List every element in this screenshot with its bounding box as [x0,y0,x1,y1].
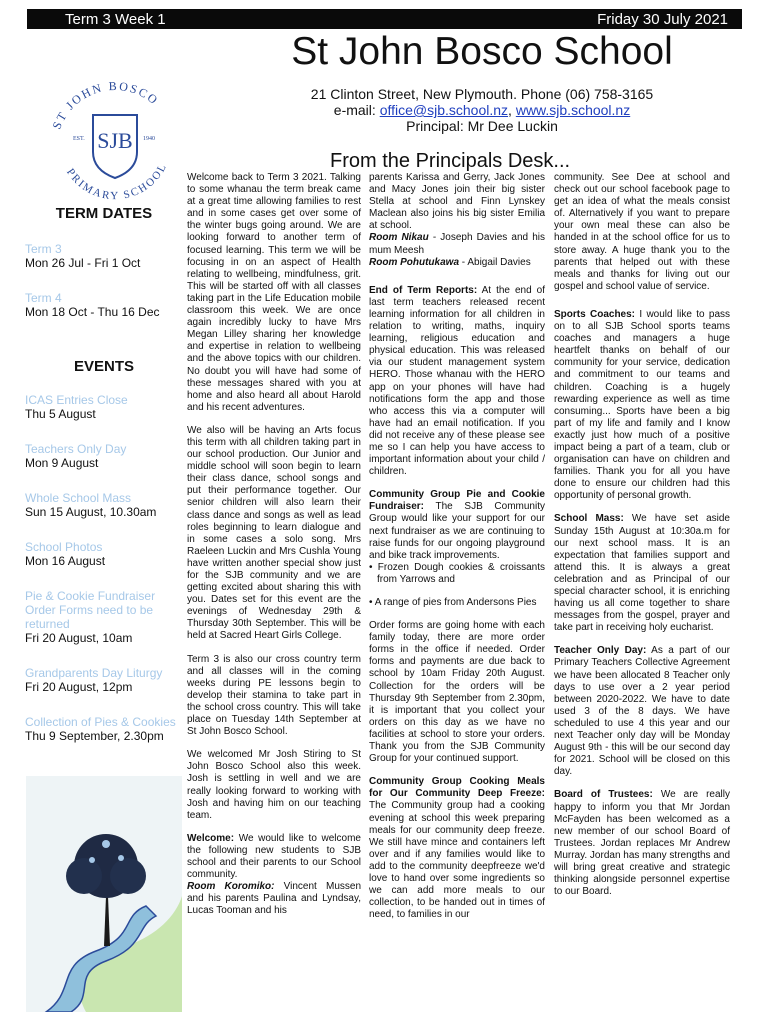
pohutukawa-label: Room Pohutukawa [369,256,460,268]
event-label: Pie & Cookie Fundraiser Order Forms need to be returned [25,589,156,631]
paragraph [554,309,730,503]
paragraph: Order forms are going home with each family today, there are more order forms in the office if needed. Order forms and payments are due back to school by 10am Friday 20th August. Collection for the orders will be Thursday 9th September from 2.30pm, it is important that you collect your orders on this day as we have no facilities at school to store your orders. Thank you from the SJB Community Group for your continued support. [369,620,545,765]
term-dates-heading: TERM DATES [55,205,153,222]
logo-year: 1940 [143,136,155,142]
tod-text: As a part of our Primary Teachers Collective Agreement we have been allocated 8 Teacher only days to use over a 2 year period between 2020-2022. We have to date used 3 of the 8 days. We have scheduled to use 4 this year and our next Teacher only day will be Monday August 9th - this will be our second day for 2021. School will be closed on this day. [554,645,730,778]
tree-canopy-right [110,858,146,894]
paragraph [369,776,545,921]
paragraph [369,489,545,562]
event-date: Thu 9 September, 2.30pm [25,729,164,743]
term-week: Term 3 Week 1 [65,10,166,28]
pie-text: The SJB Community Group would like your support for our next fundraiser as we are continuing to raise funds for our ongoing playground and bike track improvements. [369,501,545,561]
header-bar [27,9,742,29]
paragraph: We also will be having an Arts focus this term with all children taking part in our school production. Our Junior and middle school will soon begin to learn their class dance, school songs and put their performance together. Our senior children will also learn their class dance and songs as well as lead roles beginning to learn dialogue and in some cases a solo song. Mrs Raeleen Luckin and Mrs Cushla Young have written another special show just for the SJB community and we are getting excited about sharing this with you. Dates set for this event are the evenings of Wednesday 29th & Thursday 30th September. This will be held at Sacred Heart Girls College. [187,424,361,642]
star-icon [102,840,110,848]
paragraph-text: parents Karissa and Gerry, Jack Jones and Macy Jones join their big sister Stella at school and Finn Lynskey Maclean also joins his big sister Emilia at school. [369,172,545,232]
event-label: School Photos [25,540,103,554]
school-name: St John Bosco School [291,30,673,73]
logo-est: EST. [73,136,85,142]
column-1 [187,172,361,928]
event-date: Thu 5 August [25,407,96,421]
bullet-item: • Frozen Dough cookies & croissants from Yarrows and [369,561,545,585]
logo-bottom-text: PRIMARY SCHOOL [64,160,170,200]
bullet-item: • A range of pies from Andersons Pies [369,597,537,608]
eot-text: At the end of last term teachers released recent learning information for all children in relation to writing, maths, inquiry learning, religious education and physical education. This was released via our student management system HERO. Those whanau with the HERO app on your phones will have had notifications form the app and those who access this via a computer will have had an email notification. If you did not receive any of these please see me so I can help you have access to important information about your child / children. [369,284,546,478]
event-date: Fri 20 August, 10am [25,631,133,645]
paragraph: Term 3 is also our cross country term and all classes will in the coming weeks during PE lessons begin to develop their stamina to take part in the school cross country. This will take place on Tuesday 14th September at St John Bosco School. [187,653,361,738]
pohutukawa-text: - Abigail Davies [459,256,531,268]
pie-label: Community Group Pie and Cookie Fundraiser: [369,489,545,513]
events-heading: EVENTS [73,358,134,375]
nikau-label: Room Nikau [369,232,429,244]
principal-line: Principal: Mr Dee Luckin [406,118,558,134]
mass-text: We have set aside Sunday 15th August at 10:30a.m for our next school mass. It is an expectation that families support and attend this. It is always a great celebration and as Principal of our special character school, it is enriching having us all come together to share messages from the gospel, prayer and take part in receiving holy eucharist. [554,513,730,634]
event-label: ICAS Entries Close [25,393,128,407]
event-label: Grandparents Day Liturgy [25,666,163,680]
tree-canopy-left [66,858,102,894]
trustees-label: Board of Trustees: [554,789,653,801]
contact-block [222,86,742,134]
event-date: Sun 15 August, 10.30am [25,505,157,519]
coaches-text: I would like to pass on to all SJB School sports teams coaches and managers a huge heartfelt thanks on behalf of our community for your service, dedication and commitment to our teams and children. Coaching is a hugely rewarding experience as well as time consuming... Sports have been a big part of my life and family and I know exactly just how much of a positive impact being a part of a team, club or organisation can have on children and families. Thank you for all you have done to ensure our children had this opportunity of personal growth. [554,308,731,502]
cooking-text: The Community group had a cooking evening at school this week preparing meals for our community deep freeze. We still have mince and containers left over and if any families would like to add to the community deepfreeze we'd love to hand over some ingredients so we can add more meals to our collection, to be handed out in times of need, to families in our [369,800,545,921]
event-label: Teachers Only Day [25,442,127,456]
tod-label: Teacher Only Day: [554,645,647,657]
eot-label: End of Term Reports: [369,284,478,296]
star-icon [118,855,124,861]
email-link[interactable]: office@sjb.school.nz [379,102,509,118]
cooking-label: Community Group Cooking Meals for Our Community Deep Freeze: [369,776,545,800]
mass-label: School Mass: [554,513,624,525]
trustees-text: We are really happy to inform you that Mr Jordan McFayden has been welcomed as a new member of our school Board of Trustees. Jordan replaces Mr Andrew Murray. Jordan has many strengths and will bring great creative and strategic thinking alongside personnel expertise to our Board. [554,789,731,898]
term-label: Term 4 [25,291,62,305]
paragraph: We welcomed Mr Josh Stiring to St John Bosco School also this week. Josh is settling in well and we are really looking forward to working with Josh and having him on our teaching team. [187,749,361,821]
welcome-paragraph [187,833,361,918]
event-label: Whole School Mass [25,491,132,505]
event-date: Mon 16 August [25,554,106,568]
school-logo [35,60,195,200]
welcome-label: Welcome: [187,832,235,844]
paragraph [369,285,545,479]
event-label: Collection of Pies & Cookies [25,715,176,729]
term-label: Term 3 [25,242,62,256]
nikau-text: - Joseph Davies and his mum Meesh [369,232,545,256]
koromiko-label: Room Koromiko: [187,881,275,893]
logo-monogram: SJB [97,128,133,153]
column-2 [369,172,545,932]
koromiko-text: Vincent Mussen and his parents Paulina and Lyndsay, Lucas Tooman and his [187,881,362,917]
tree-illustration [26,776,182,1012]
paragraph: community. See Dee at school and check out our school facebook page to get an idea of what the meals consist of. Alternatively if you want to prepare your own meal these can also be handed in at the school office for us to store away. A huge thank you to the parents that helped out with these meals and thanks for living out our gospel and school value of service. [554,172,730,292]
paragraph [554,789,730,898]
coaches-label: Sports Coaches: [554,308,636,320]
website-link[interactable]: www.sjb.school.nz [515,102,631,118]
paragraph [554,645,730,778]
paragraph [554,513,730,634]
link-separator: , [508,102,516,118]
email-prefix: e-mail: [333,102,380,118]
principals-desk-heading: From the Principals Desk... [330,150,571,172]
issue-date: Friday 30 July 2021 [597,10,728,28]
paragraph: Welcome back to Term 3 2021. Talking to some whanau the term break came at a great time allowing families to rest and in some cases get over some of the winter bugs going around. We are looking forward to another term of focused learning. This term we will be focusing in on an aspect of Health relating to wellbeing, mindfulness, grit. This will be started off with all classes taking part in the Life Education mobile classroom this week. We are once again incredibly lucky to have Mrs Megan Lilley sharing her knowledge and expertise in relation to wellbeing and the above topics with our children. No doubt you will have had some of these messages shared with you at home and also heard all about Harold and his recent adventures. [187,172,361,413]
term-dates: Mon 18 Oct - Thu 16 Dec [25,305,160,319]
event-date: Fri 20 August, 12pm [25,680,133,694]
sidebar [25,205,183,744]
address-line: 21 Clinton Street, New Plymouth. Phone (06) 758-3165 [310,86,654,102]
email-line [222,102,742,118]
column-3 [554,172,730,909]
event-date: Mon 9 August [25,456,99,470]
logo-top-text: ST JOHN BOSCO [49,78,162,132]
star-icon [89,857,95,863]
term-dates: Mon 26 Jul - Fri 1 Oct [25,256,141,270]
paragraph [369,172,545,269]
welcome-text: We would like to welcome the following new students to SJB school and their parents to our School community. [187,832,361,881]
